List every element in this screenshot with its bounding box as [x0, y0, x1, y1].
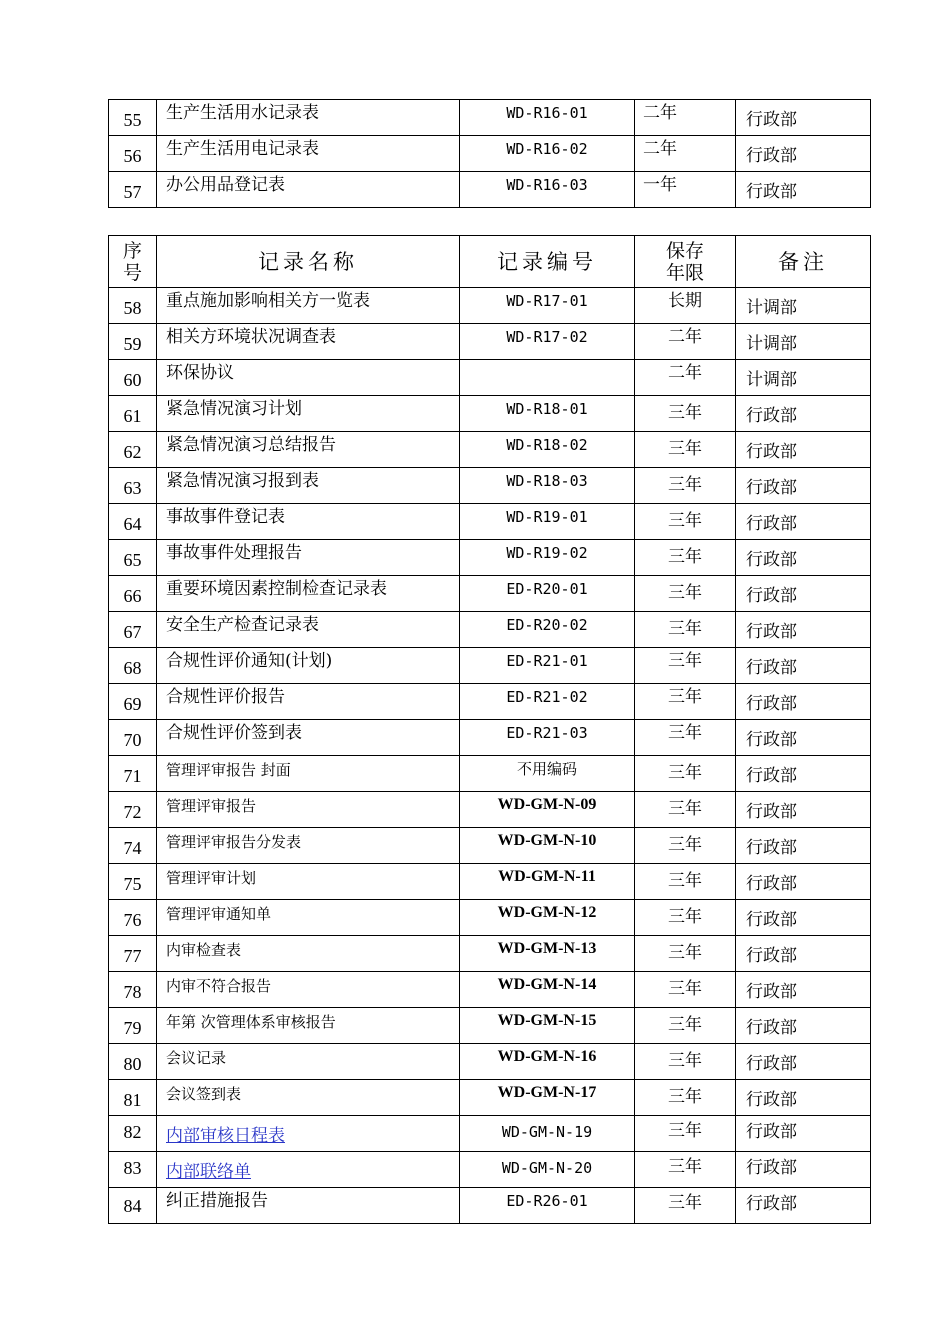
- retention-period-cell: 长期: [635, 288, 736, 324]
- record-name-cell: 纠正措施报告: [157, 1188, 460, 1224]
- retention-period-cell: 三年: [635, 972, 736, 1008]
- remark-cell: 行政部: [736, 900, 871, 936]
- record-name-cell: 管理评审报告 封面: [157, 756, 460, 792]
- remark-cell: 行政部: [736, 720, 871, 756]
- table-row: [109, 1008, 871, 1044]
- serial-number-cell: 72: [109, 792, 157, 828]
- table-row: [109, 432, 871, 468]
- record-name-cell: 管理评审计划: [157, 864, 460, 900]
- record-name-cell: 内审检查表: [157, 936, 460, 972]
- record-code-cell: WD-GM-N-20: [460, 1152, 635, 1188]
- retention-period-cell: 三年: [635, 1008, 736, 1044]
- table-row: [109, 324, 871, 360]
- retention-period-cell: 三年: [635, 1152, 736, 1188]
- retention-period-cell: 二年: [635, 100, 736, 136]
- table-row: [109, 936, 871, 972]
- serial-number-cell: 76: [109, 900, 157, 936]
- serial-number-cell: 57: [109, 172, 157, 208]
- serial-number-cell: 69: [109, 684, 157, 720]
- table-row: [109, 864, 871, 900]
- remark-cell: 计调部: [736, 360, 871, 396]
- remark-cell: 行政部: [736, 432, 871, 468]
- record-code-cell: WD-GM-N-14: [460, 972, 635, 1008]
- table-row: [109, 1152, 871, 1188]
- serial-number-cell: 71: [109, 756, 157, 792]
- serial-number-cell: 68: [109, 648, 157, 684]
- serial-number-cell: 82: [109, 1116, 157, 1152]
- retention-period-cell: 一年: [635, 172, 736, 208]
- remark-cell: 计调部: [736, 288, 871, 324]
- remark-cell: 行政部: [736, 136, 871, 172]
- retention-period-cell: 二年: [635, 360, 736, 396]
- record-name-cell: 年第 次管理体系审核报告: [157, 1008, 460, 1044]
- record-name-cell: 紧急情况演习总结报告: [157, 432, 460, 468]
- serial-number-cell: 74: [109, 828, 157, 864]
- retention-period-cell: 二年: [635, 324, 736, 360]
- remark-cell: 行政部: [736, 648, 871, 684]
- record-code-cell: ED-R20-01: [460, 576, 635, 612]
- serial-number-cell: 78: [109, 972, 157, 1008]
- record-name-cell: 事故事件登记表: [157, 504, 460, 540]
- record-code-cell: ED-R26-01: [460, 1188, 635, 1224]
- table-row: [109, 576, 871, 612]
- retention-period-cell: 三年: [635, 684, 736, 720]
- record-code-cell: [460, 360, 635, 396]
- table-row: [109, 468, 871, 504]
- table-row: [109, 136, 871, 172]
- record-code-cell: WD-GM-N-19: [460, 1116, 635, 1152]
- remark-cell: 行政部: [736, 684, 871, 720]
- record-code-cell: WD-R16-02: [460, 136, 635, 172]
- table-row: [109, 100, 871, 136]
- remark-cell: 行政部: [736, 396, 871, 432]
- record-name-link[interactable]: 内部审核日程表: [166, 1126, 285, 1146]
- retention-period-cell: 三年: [635, 504, 736, 540]
- serial-number-cell: 62: [109, 432, 157, 468]
- table-row: [109, 756, 871, 792]
- remark-cell: 行政部: [736, 792, 871, 828]
- record-code-cell: WD-R17-01: [460, 288, 635, 324]
- table-row: [109, 792, 871, 828]
- remark-cell: 行政部: [736, 1116, 871, 1152]
- remark-cell: 计调部: [736, 324, 871, 360]
- table-row: [109, 396, 871, 432]
- record-name-cell: 重点施加影响相关方一览表: [157, 288, 460, 324]
- table-row: [109, 1188, 871, 1224]
- retention-period-cell: 三年: [635, 900, 736, 936]
- table-row: [109, 648, 871, 684]
- remark-cell: 行政部: [736, 756, 871, 792]
- remark-cell: 行政部: [736, 172, 871, 208]
- remark-cell: 行政部: [736, 540, 871, 576]
- record-code-cell: WD-GM-N-12: [460, 900, 635, 936]
- record-code-cell: 不用编码: [460, 756, 635, 792]
- retention-period-cell: 三年: [635, 1044, 736, 1080]
- retention-period-cell: 三年: [635, 864, 736, 900]
- serial-number-cell: 70: [109, 720, 157, 756]
- retention-period-cell: 三年: [635, 1188, 736, 1224]
- retention-period-cell: 三年: [635, 936, 736, 972]
- table-row: [109, 684, 871, 720]
- serial-number-cell: 67: [109, 612, 157, 648]
- remark-cell: 行政部: [736, 1008, 871, 1044]
- record-name-cell: 生产生活用水记录表: [157, 100, 460, 136]
- record-code-cell: WD-R19-01: [460, 504, 635, 540]
- remark-cell: 行政部: [736, 468, 871, 504]
- record-name-cell: 会议记录: [157, 1044, 460, 1080]
- record-code-cell: WD-R16-03: [460, 172, 635, 208]
- retention-period-cell: 三年: [635, 720, 736, 756]
- serial-number-cell: 75: [109, 864, 157, 900]
- serial-number-cell: 80: [109, 1044, 157, 1080]
- record-name-cell: 相关方环境状况调查表: [157, 324, 460, 360]
- serial-number-cell: 60: [109, 360, 157, 396]
- header-record-name: 记录名称: [157, 236, 460, 288]
- header-remark: 备注: [736, 236, 871, 288]
- table-row: [109, 540, 871, 576]
- remark-cell: 行政部: [736, 936, 871, 972]
- record-code-cell: WD-R19-02: [460, 540, 635, 576]
- record-name-cell: 环保协议: [157, 360, 460, 396]
- table-row: [109, 900, 871, 936]
- record-name-cell: 合规性评价签到表: [157, 720, 460, 756]
- table-row: [109, 360, 871, 396]
- serial-number-cell: 58: [109, 288, 157, 324]
- retention-period-cell: 三年: [635, 648, 736, 684]
- serial-number-cell: 84: [109, 1188, 157, 1224]
- record-code-cell: WD-GM-N-17: [460, 1080, 635, 1116]
- record-name-cell: [157, 1116, 460, 1152]
- retention-period-cell: 三年: [635, 828, 736, 864]
- table-row: [109, 828, 871, 864]
- table-row: [109, 972, 871, 1008]
- record-name-cell: 内审不符合报告: [157, 972, 460, 1008]
- record-name-link[interactable]: 内部联络单: [166, 1162, 251, 1182]
- retention-period-cell: 三年: [635, 792, 736, 828]
- table-row: [109, 1044, 871, 1080]
- record-code-cell: WD-GM-N-13: [460, 936, 635, 972]
- serial-number-cell: 65: [109, 540, 157, 576]
- retention-period-cell: 三年: [635, 540, 736, 576]
- header-serial-number: 序 号: [109, 236, 157, 288]
- record-name-cell: 管理评审报告: [157, 792, 460, 828]
- record-code-cell: ED-R21-02: [460, 684, 635, 720]
- table-row: [109, 504, 871, 540]
- retention-period-cell: 三年: [635, 1080, 736, 1116]
- table-header-row: [109, 236, 871, 288]
- record-name-cell: 会议签到表: [157, 1080, 460, 1116]
- retention-period-cell: 三年: [635, 756, 736, 792]
- remark-cell: 行政部: [736, 576, 871, 612]
- serial-number-cell: 61: [109, 396, 157, 432]
- record-name-cell: 办公用品登记表: [157, 172, 460, 208]
- records-table: [108, 235, 871, 1224]
- record-code-cell: WD-R18-02: [460, 432, 635, 468]
- remark-cell: 行政部: [736, 1080, 871, 1116]
- remark-cell: 行政部: [736, 1188, 871, 1224]
- record-code-cell: WD-R18-01: [460, 396, 635, 432]
- record-code-cell: WD-R18-03: [460, 468, 635, 504]
- records-table-continued: [108, 99, 871, 208]
- remark-cell: 行政部: [736, 864, 871, 900]
- table-row: [109, 720, 871, 756]
- table-row: [109, 1116, 871, 1152]
- serial-number-cell: 64: [109, 504, 157, 540]
- remark-cell: 行政部: [736, 612, 871, 648]
- serial-number-cell: 79: [109, 1008, 157, 1044]
- remark-cell: 行政部: [736, 972, 871, 1008]
- record-code-cell: WD-R16-01: [460, 100, 635, 136]
- header-record-code: 记录编号: [460, 236, 635, 288]
- record-code-cell: WD-GM-N-10: [460, 828, 635, 864]
- remark-cell: 行政部: [736, 100, 871, 136]
- retention-period-cell: 三年: [635, 612, 736, 648]
- record-name-cell: 管理评审报告分发表: [157, 828, 460, 864]
- record-code-cell: WD-R17-02: [460, 324, 635, 360]
- remark-cell: 行政部: [736, 504, 871, 540]
- record-name-cell: 紧急情况演习报到表: [157, 468, 460, 504]
- record-name-cell: 安全生产检查记录表: [157, 612, 460, 648]
- remark-cell: 行政部: [736, 1044, 871, 1080]
- serial-number-cell: 81: [109, 1080, 157, 1116]
- table-row: [109, 172, 871, 208]
- record-name-cell: 合规性评价通知(计划): [157, 648, 460, 684]
- retention-period-cell: 三年: [635, 576, 736, 612]
- table-row: [109, 612, 871, 648]
- serial-number-cell: 56: [109, 136, 157, 172]
- serial-number-cell: 77: [109, 936, 157, 972]
- record-code-cell: ED-R20-02: [460, 612, 635, 648]
- remark-cell: 行政部: [736, 1152, 871, 1188]
- table-row: [109, 1080, 871, 1116]
- table-row: [109, 288, 871, 324]
- record-code-cell: ED-R21-01: [460, 648, 635, 684]
- record-code-cell: WD-GM-N-16: [460, 1044, 635, 1080]
- serial-number-cell: 83: [109, 1152, 157, 1188]
- serial-number-cell: 66: [109, 576, 157, 612]
- record-code-cell: WD-GM-N-09: [460, 792, 635, 828]
- record-code-cell: ED-R21-03: [460, 720, 635, 756]
- serial-number-cell: 55: [109, 100, 157, 136]
- remark-cell: 行政部: [736, 828, 871, 864]
- retention-period-cell: 三年: [635, 1116, 736, 1152]
- record-name-cell: 管理评审通知单: [157, 900, 460, 936]
- record-code-cell: WD-GM-N-11: [460, 864, 635, 900]
- retention-period-cell: 二年: [635, 136, 736, 172]
- retention-period-cell: 三年: [635, 468, 736, 504]
- retention-period-cell: 三年: [635, 396, 736, 432]
- retention-period-cell: 三年: [635, 432, 736, 468]
- record-name-cell: 重要环境因素控制检查记录表: [157, 576, 460, 612]
- record-name-cell: 合规性评价报告: [157, 684, 460, 720]
- header-retention-period: 保存 年限: [635, 236, 736, 288]
- record-name-cell: [157, 1152, 460, 1188]
- record-code-cell: WD-GM-N-15: [460, 1008, 635, 1044]
- record-name-cell: 生产生活用电记录表: [157, 136, 460, 172]
- record-name-cell: 事故事件处理报告: [157, 540, 460, 576]
- record-name-cell: 紧急情况演习计划: [157, 396, 460, 432]
- serial-number-cell: 59: [109, 324, 157, 360]
- serial-number-cell: 63: [109, 468, 157, 504]
